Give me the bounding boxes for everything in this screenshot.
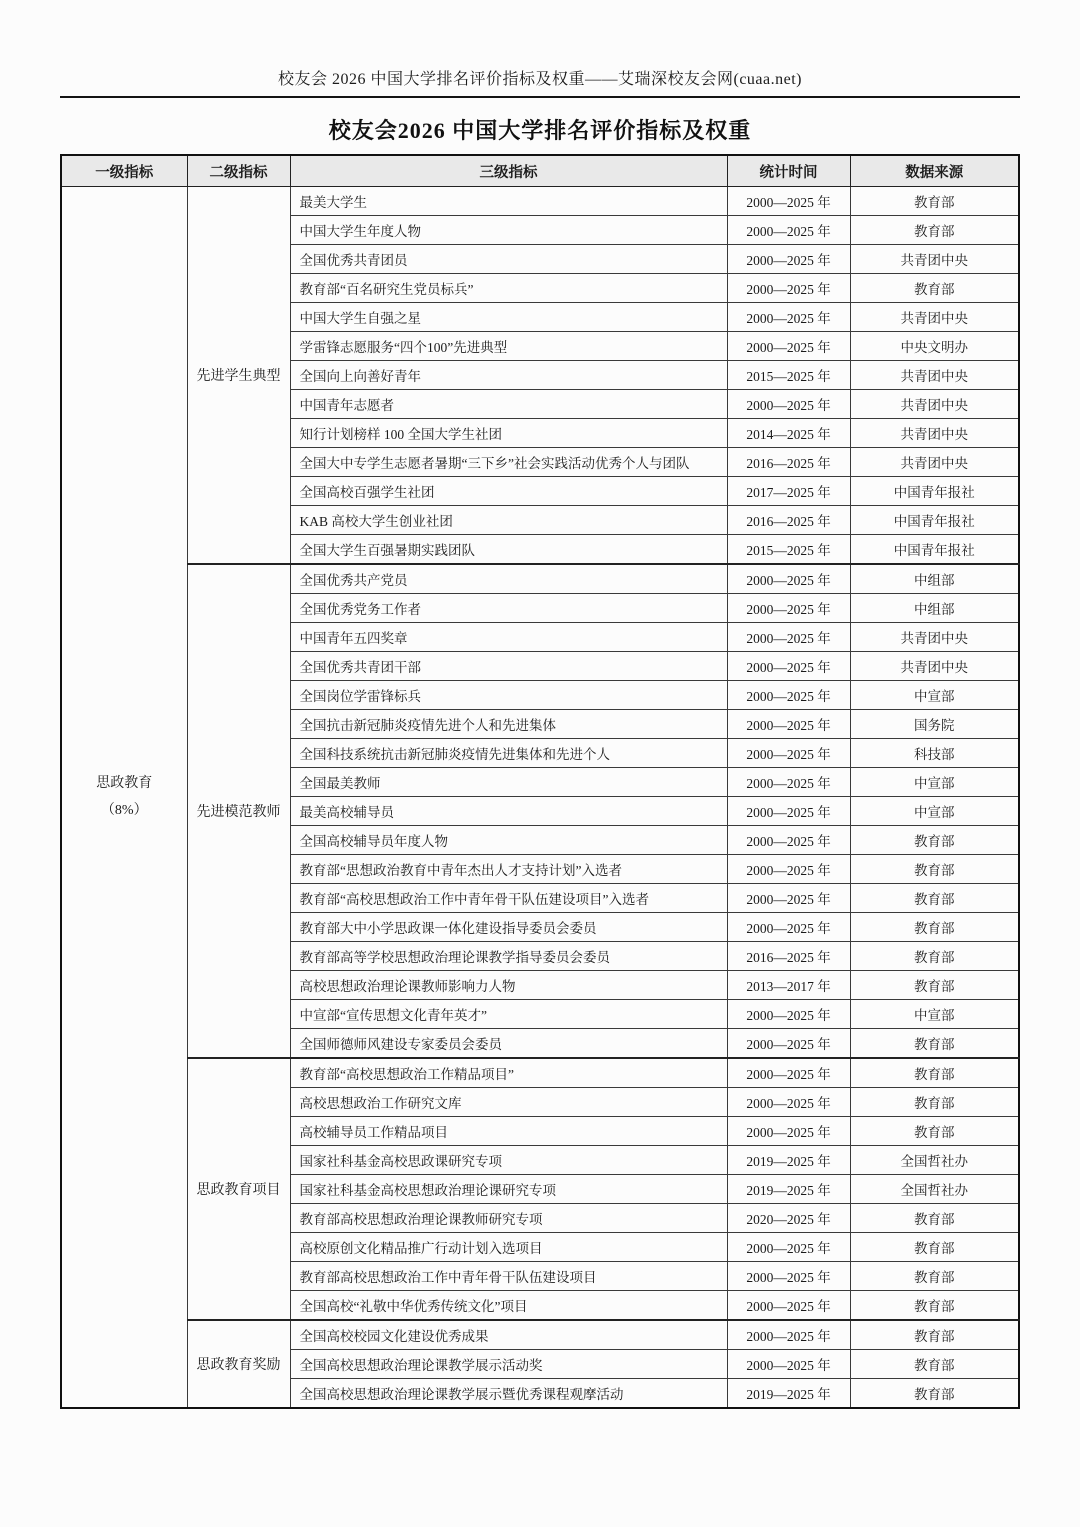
indicator-cell: 全国高校百强学生社团 [290,477,727,506]
source-cell: 中宣部 [850,1000,1019,1029]
column-header-level2: 二级指标 [187,155,290,187]
period-cell: 2000—2025 年 [727,274,850,303]
period-cell: 2000—2025 年 [727,1000,850,1029]
indicator-cell: 全国高校“礼敬中华优秀传统文化”项目 [290,1291,727,1321]
header-divider [60,96,1020,98]
indicator-cell: 教育部高校思想政治工作中青年骨干队伍建设项目 [290,1262,727,1291]
indicator-cell: 全国高校思想政治理论课教学展示活动奖 [290,1350,727,1379]
source-cell: 中宣部 [850,681,1019,710]
source-cell: 教育部 [850,1029,1019,1059]
indicator-cell: 中国大学生自强之星 [290,303,727,332]
source-cell: 全国哲社办 [850,1175,1019,1204]
column-header-level3: 三级指标 [290,155,727,187]
indicator-cell: 中宣部“宣传思想文化青年英才” [290,1000,727,1029]
source-cell: 共青团中央 [850,361,1019,390]
indicator-cell: 全国师德师风建设专家委员会委员 [290,1029,727,1059]
period-cell: 2000—2025 年 [727,1088,850,1117]
source-cell: 中组部 [850,594,1019,623]
indicator-cell: 全国优秀共青团员 [290,245,727,274]
table-row [61,1320,1019,1350]
page-title: 校友会2026 中国大学排名评价指标及权重 [328,118,752,143]
indicator-cell: 高校原创文化精品推广行动计划入选项目 [290,1233,727,1262]
source-cell: 教育部 [850,1262,1019,1291]
source-cell: 教育部 [850,1233,1019,1262]
source-cell: 全国哲社办 [850,1146,1019,1175]
period-cell: 2017—2025 年 [727,477,850,506]
period-cell: 2019—2025 年 [727,1146,850,1175]
period-cell: 2020—2025 年 [727,1204,850,1233]
source-cell: 教育部 [850,826,1019,855]
indicator-cell: 学雷锋志愿服务“四个100”先进典型 [290,332,727,361]
period-cell: 2000—2025 年 [727,1117,850,1146]
indicator-cell: 全国优秀共青团干部 [290,652,727,681]
indicator-cell: 全国高校辅导员年度人物 [290,826,727,855]
indicator-cell: 全国最美教师 [290,768,727,797]
period-cell: 2000—2025 年 [727,245,850,274]
indicator-cell: 全国高校思想政治理论课教学展示暨优秀课程观摩活动 [290,1379,727,1409]
source-cell: 教育部 [850,1379,1019,1409]
period-cell: 2000—2025 年 [727,1233,850,1262]
period-cell: 2000—2025 年 [727,913,850,942]
source-cell: 教育部 [850,855,1019,884]
period-cell: 2013—2017 年 [727,971,850,1000]
indicator-cell: KAB 高校大学生创业社团 [290,506,727,535]
level1-label: 思政教育 [96,776,153,791]
level2-indicator-cell: 先进学生典型 [187,187,290,565]
indicator-cell: 教育部“思想政治教育中青年杰出人才支持计划”入选者 [290,855,727,884]
source-cell: 教育部 [850,1204,1019,1233]
indicator-cell: 教育部“高校思想政治工作精品项目” [290,1058,727,1088]
source-cell: 科技部 [850,739,1019,768]
source-cell: 教育部 [850,1088,1019,1117]
indicator-cell: 最美高校辅导员 [290,797,727,826]
source-cell: 共青团中央 [850,652,1019,681]
period-cell: 2000—2025 年 [727,216,850,245]
period-cell: 2000—2025 年 [727,768,850,797]
indicator-table-body [61,187,1019,1409]
period-cell: 2016—2025 年 [727,448,850,477]
indicator-cell: 教育部高等学校思想政治理论课教学指导委员会委员 [290,942,727,971]
indicator-cell: 教育部大中小学思政课一体化建设指导委员会委员 [290,913,727,942]
indicator-cell: 全国高校校园文化建设优秀成果 [290,1320,727,1350]
period-cell: 2000—2025 年 [727,681,850,710]
period-cell: 2016—2025 年 [727,506,850,535]
period-cell: 2015—2025 年 [727,535,850,565]
period-cell: 2000—2025 年 [727,332,850,361]
indicator-cell: 全国优秀共产党员 [290,564,727,594]
period-cell: 2015—2025 年 [727,361,850,390]
source-cell: 共青团中央 [850,623,1019,652]
indicator-cell: 教育部“百名研究生党员标兵” [290,274,727,303]
level1-weight: （8%） [100,803,148,818]
table-row [61,187,1019,216]
source-cell: 共青团中央 [850,390,1019,419]
indicator-cell: 全国大学生百强暑期实践团队 [290,535,727,565]
indicator-cell: 全国大中专学生志愿者暑期“三下乡”社会实践活动优秀个人与团队 [290,448,727,477]
indicator-table-container [60,154,1020,1409]
period-cell: 2000—2025 年 [727,826,850,855]
indicator-cell: 教育部高校思想政治理论课教师研究专项 [290,1204,727,1233]
source-cell: 中组部 [850,564,1019,594]
period-cell: 2000—2025 年 [727,652,850,681]
level2-indicator-cell: 思政教育奖励 [187,1320,290,1408]
period-cell: 2019—2025 年 [727,1379,850,1409]
source-cell: 中国青年报社 [850,535,1019,565]
indicator-cell: 知行计划榜样 100 全国大学生社团 [290,419,727,448]
period-cell: 2000—2025 年 [727,855,850,884]
indicator-cell: 最美大学生 [290,187,727,216]
period-cell: 2014—2025 年 [727,419,850,448]
source-cell: 教育部 [850,1058,1019,1088]
source-cell: 共青团中央 [850,303,1019,332]
indicator-cell: 中国大学生年度人物 [290,216,727,245]
source-cell: 教育部 [850,1350,1019,1379]
indicator-cell: 高校思想政治工作研究文库 [290,1088,727,1117]
level2-indicator-cell: 先进模范教师 [187,564,290,1058]
source-cell: 共青团中央 [850,448,1019,477]
indicator-cell: 全国岗位学雷锋标兵 [290,681,727,710]
indicator-table [60,154,1020,1409]
source-cell: 中宣部 [850,797,1019,826]
table-row [61,1058,1019,1088]
source-cell: 中央文明办 [850,332,1019,361]
indicator-cell: 全国优秀党务工作者 [290,594,727,623]
period-cell: 2000—2025 年 [727,739,850,768]
source-cell: 教育部 [850,1291,1019,1321]
source-cell: 教育部 [850,216,1019,245]
source-cell: 中宣部 [850,768,1019,797]
period-cell: 2000—2025 年 [727,1350,850,1379]
source-cell: 教育部 [850,971,1019,1000]
period-cell: 2000—2025 年 [727,1029,850,1059]
source-cell: 教育部 [850,187,1019,216]
table-header-row [61,155,1019,187]
period-cell: 2000—2025 年 [727,187,850,216]
source-cell: 国务院 [850,710,1019,739]
source-cell: 教育部 [850,884,1019,913]
period-cell: 2000—2025 年 [727,1320,850,1350]
level1-indicator-cell [61,187,187,1409]
period-cell: 2000—2025 年 [727,1058,850,1088]
period-cell: 2016—2025 年 [727,942,850,971]
column-header-level1: 一级指标 [61,155,187,187]
period-cell: 2000—2025 年 [727,1291,850,1321]
period-cell: 2000—2025 年 [727,1262,850,1291]
source-cell: 教育部 [850,1320,1019,1350]
source-cell: 共青团中央 [850,419,1019,448]
period-cell: 2000—2025 年 [727,564,850,594]
indicator-cell: 全国科技系统抗击新冠肺炎疫情先进集体和先进个人 [290,739,727,768]
column-header-period: 统计时间 [727,155,850,187]
table-row [61,564,1019,594]
source-cell: 中国青年报社 [850,477,1019,506]
period-cell: 2000—2025 年 [727,710,850,739]
source-cell: 教育部 [850,1117,1019,1146]
level2-indicator-cell: 思政教育项目 [187,1058,290,1320]
period-cell: 2000—2025 年 [727,303,850,332]
period-cell: 2000—2025 年 [727,594,850,623]
indicator-cell: 全国抗击新冠肺炎疫情先进个人和先进集体 [290,710,727,739]
column-header-source: 数据来源 [850,155,1019,187]
source-cell: 共青团中央 [850,245,1019,274]
indicator-cell: 国家社科基金高校思想政治理论课研究专项 [290,1175,727,1204]
indicator-cell: 国家社科基金高校思政课研究专项 [290,1146,727,1175]
period-cell: 2019—2025 年 [727,1175,850,1204]
source-cell: 中国青年报社 [850,506,1019,535]
source-cell: 教育部 [850,913,1019,942]
indicator-cell: 中国青年五四奖章 [290,623,727,652]
period-cell: 2000—2025 年 [727,884,850,913]
period-cell: 2000—2025 年 [727,623,850,652]
source-cell: 教育部 [850,942,1019,971]
indicator-cell: 教育部“高校思想政治工作中青年骨干队伍建设项目”入选者 [290,884,727,913]
indicator-cell: 中国青年志愿者 [290,390,727,419]
source-cell: 教育部 [850,274,1019,303]
page-header-text: 校友会 2026 中国大学排名评价指标及权重——艾瑞深校友会网(cuaa.net) [277,71,802,88]
indicator-cell: 高校辅导员工作精品项目 [290,1117,727,1146]
period-cell: 2000—2025 年 [727,797,850,826]
period-cell: 2000—2025 年 [727,390,850,419]
indicator-cell: 全国向上向善好青年 [290,361,727,390]
indicator-cell: 高校思想政治理论课教师影响力人物 [290,971,727,1000]
